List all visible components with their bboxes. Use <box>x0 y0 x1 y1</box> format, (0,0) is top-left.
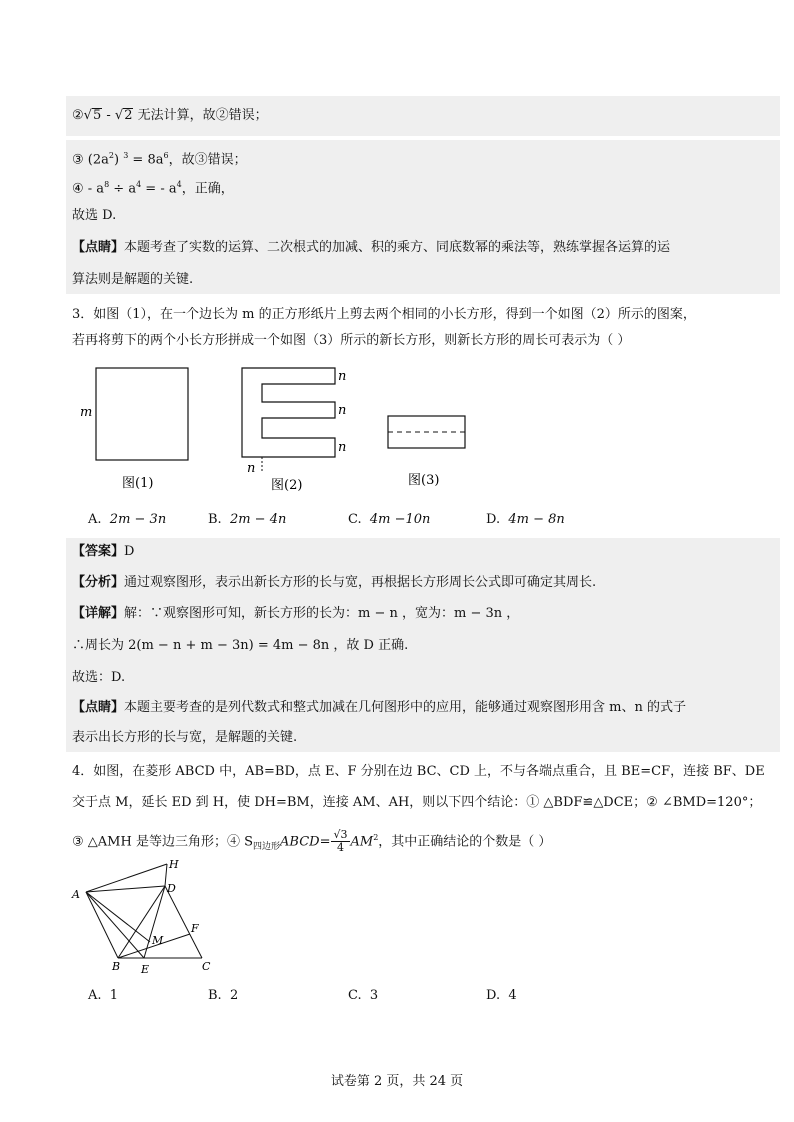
q3-option-b[interactable]: B. 2m − 4n <box>208 512 287 527</box>
point-label-M: M <box>152 934 164 947</box>
fig2-n-label-1: n <box>338 369 347 384</box>
fig1-m-label: m <box>80 405 93 420</box>
segment-DE <box>144 886 165 958</box>
segment-AD <box>86 886 165 892</box>
q3-option-d[interactable]: D. 4m − 8n <box>486 512 565 527</box>
point-label-E: E <box>141 963 150 976</box>
point-label-D: D <box>167 882 176 895</box>
fig2-n-label-2: n <box>338 403 347 418</box>
q4-option-a[interactable]: A. 1 <box>88 988 119 1003</box>
q4-option-b[interactable]: B. 2 <box>208 988 239 1003</box>
point-label-C: C <box>202 960 211 973</box>
q4-option-c[interactable]: C. 3 <box>348 988 379 1003</box>
solution-choice: 故选 D. <box>72 208 117 223</box>
segment-AE <box>86 892 144 958</box>
q4-option-d[interactable]: D. 4 <box>486 988 517 1003</box>
q3-detail-1: 【详解】解：∵观察图形可知，新长方形的长为：m − n ，宽为：m − 3n ， <box>72 606 520 621</box>
point-label-F: F <box>191 922 199 935</box>
q3-detail-2: ∴周长为 2(m − n + m − 3n) = 4m − 8n ，故 D 正确. <box>72 638 409 653</box>
q3-analysis: 【分析】通过观察图形，表示出新长方形的长与宽，再根据长方形周长公式即可确定其周长. <box>72 575 597 590</box>
q3-comment-1: 【点睛】本题主要考查的是列代数式和整式加减在几何图形中的应用，能够通过观察图形用含 m、n 的式子 <box>72 700 686 715</box>
q4-stem-2: 交于点 M，延长 ED 到 H，使 DH=BM，连接 AM、AH，则以下四个结论：① △BDF≌△DCE；② ∠BMD=120°； <box>72 795 762 810</box>
page-footer: 试卷第 2 页，共 24 页 <box>330 1074 464 1089</box>
solution-line-3: ③ $(2a^2) ^3 = 8a^6$，故③错误； <box>72 151 247 168</box>
point-label-H: H <box>169 858 179 871</box>
fig2-caption: 图(2) <box>271 478 303 493</box>
fig2-n-label-4: n <box>247 461 256 476</box>
segment-AM <box>86 892 150 942</box>
point-label-A: A <box>72 888 80 901</box>
point-label-B: B <box>112 960 121 973</box>
solution-comment-2: 算法则是解题的关键. <box>72 272 194 287</box>
segment-AB <box>86 892 118 958</box>
q4-stem-3: ③ △AMH 是等边三角形；④ $S_{四边形}ABCD=$ $\frac{√3}{4}$ $AM^2$，其中正确结论的个数是（ ） <box>72 828 552 855</box>
fig2-n-label-3: n <box>338 440 347 455</box>
q3-comment-2: 表示出长方形的长与宽，是解题的关键. <box>72 730 298 745</box>
q4-stem-1: 4．如图，在菱形 ABCD 中，AB=BD，点 E、F 分别在边 BC、CD 上，不与各端点重合，且 BE=CF，连接 BF、DE <box>72 764 765 779</box>
q3-stem-1: 3．如图（1），在一个边长为 m 的正方形纸片上剪去两个相同的小长方形，得到一个如图（2）所示的图案， <box>72 307 696 322</box>
segment-AH <box>86 864 167 892</box>
q3-choice: 故选：D. <box>72 670 126 685</box>
solution-line-4: ④ - $a^8 \div a^4$ = - $a^4$，正确， <box>72 180 234 197</box>
solution-comment-1: 【点睛】本题考查了实数的运算、二次根式的加减、积的乘方、同底数幂的乘法等，熟练掌握各运算的运 <box>72 240 671 255</box>
q3-option-c[interactable]: C. 4m −10n <box>348 512 431 527</box>
q3-stem-2: 若再将剪下的两个小长方形拼成一个如图（3）所示的新长方形，则新长方形的周长可表示为（ ） <box>72 333 631 348</box>
q3-answer: 【答案】D <box>72 544 135 559</box>
fig3-caption: 图(3) <box>408 473 440 488</box>
q3-option-a[interactable]: A. 2m − 3n <box>88 512 167 527</box>
solution-line-2: ②√5 - √2 无法计算，故②错误； <box>72 108 268 123</box>
fig1-caption: 图(1) <box>122 476 154 491</box>
